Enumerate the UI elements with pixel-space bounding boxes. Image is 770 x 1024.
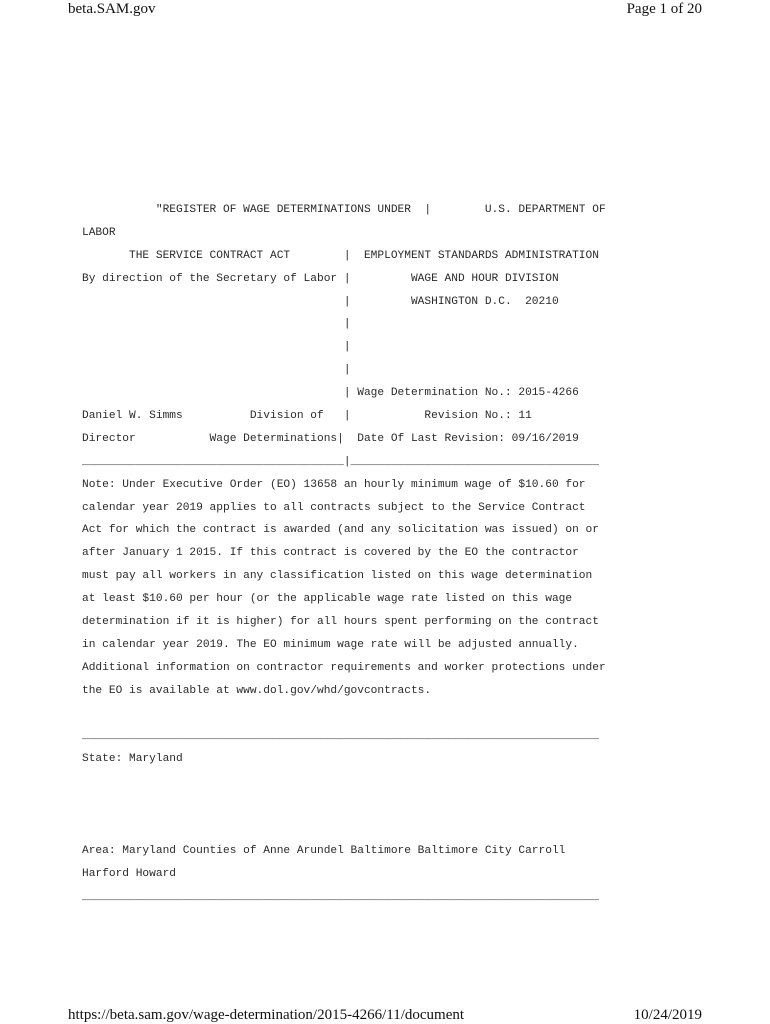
doc-line-spacer: | bbox=[82, 364, 351, 377]
doc-line-area: Area: Maryland Counties of Anne Arundel Baltimore Baltimore City Carroll bbox=[82, 844, 566, 857]
doc-note-line: at least $10.60 per hour (or the applicable wage rate listed on this wage bbox=[82, 593, 573, 606]
doc-note-line: Act for which the contract is awarded (and any solicitation was issued) on or bbox=[82, 524, 599, 537]
doc-line-washington: | WASHINGTON D.C. 20210 bbox=[82, 295, 559, 308]
doc-divider: _____________________________________________________________________________ bbox=[82, 890, 599, 903]
doc-line-last-revision: Director Wage Determinations| Date Of Last Revision: 09/16/2019 bbox=[82, 432, 579, 445]
doc-line-spacer: | bbox=[82, 341, 351, 354]
doc-line-area-cont: Harford Howard bbox=[82, 867, 176, 880]
doc-note-line: Additional information on contractor requirements and worker protections under bbox=[82, 661, 606, 674]
doc-line-wd-number: | Wage Determination No.: 2015-4266 bbox=[82, 387, 579, 400]
doc-note-line: after January 1 2015. If this contract is covered by the EO the contractor bbox=[82, 547, 579, 560]
doc-line-spacer: | bbox=[82, 318, 351, 331]
doc-divider: _______________________________________|_____________________________________ bbox=[82, 455, 599, 468]
doc-line-revision: Daniel W. Simms Division of | Revision No.: 11 bbox=[82, 410, 532, 423]
doc-line-spacer bbox=[82, 703, 606, 726]
doc-line-act: THE SERVICE CONTRACT ACT | EMPLOYMENT STANDARDS ADMINISTRATION bbox=[82, 249, 599, 262]
document-url: https://beta.sam.gov/wage-determination/2015-4266/11/document bbox=[68, 1007, 465, 1023]
doc-line-labor: LABOR bbox=[82, 226, 116, 239]
doc-line-spacer bbox=[82, 817, 606, 840]
doc-note-line: Note: Under Executive Order (EO) 13658 an hourly minimum wage of $10.60 for bbox=[82, 478, 586, 491]
wage-determination-text bbox=[82, 199, 606, 909]
doc-note-line: the EO is available at www.dol.gov/whd/govcontracts. bbox=[82, 684, 432, 697]
print-date: 10/24/2019 bbox=[633, 1007, 702, 1023]
page-indicator: Page 1 of 20 bbox=[626, 1, 702, 17]
doc-line-direction: By direction of the Secretary of Labor | WAGE AND HOUR DIVISION bbox=[82, 272, 559, 285]
doc-note-line: must pay all workers in any classification listed on this wage determination bbox=[82, 570, 593, 583]
doc-line-spacer bbox=[82, 794, 606, 817]
doc-note-line: determination if it is higher) for all hours spent performing on the contract bbox=[82, 616, 599, 629]
site-name: beta.SAM.gov bbox=[68, 1, 156, 17]
doc-note-line: in calendar year 2019. The EO minimum wage rate will be adjusted annually. bbox=[82, 638, 579, 651]
doc-line-title: "REGISTER OF WAGE DETERMINATIONS UNDER | U.S. DEPARTMENT OF bbox=[82, 204, 606, 216]
doc-line-state: State: Maryland bbox=[82, 753, 183, 766]
doc-note-line: calendar year 2019 applies to all contracts subject to the Service Contract bbox=[82, 501, 586, 514]
doc-divider: _____________________________________________________________________________ bbox=[82, 730, 599, 743]
doc-line-spacer bbox=[82, 771, 606, 794]
